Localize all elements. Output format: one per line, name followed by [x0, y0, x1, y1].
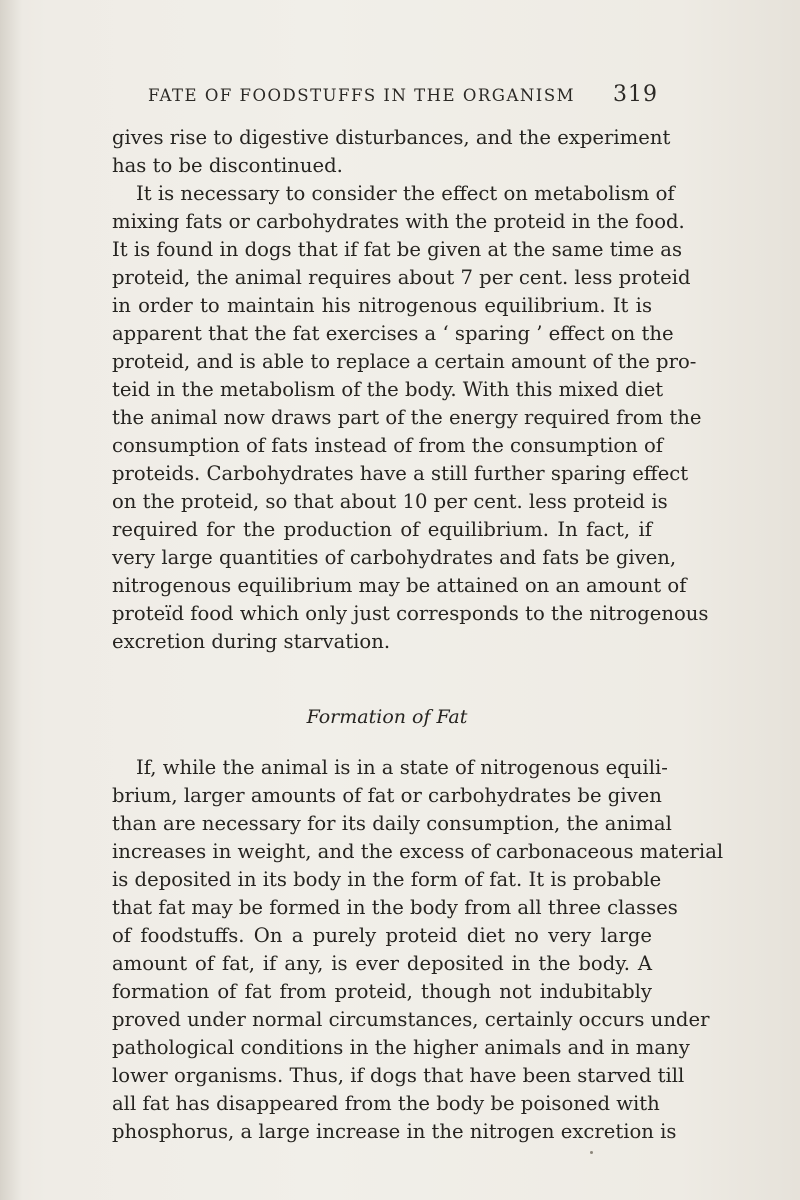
text-line: pathological conditions in the higher animals and in many — [112, 1036, 690, 1059]
text-line: of foodstuffs. On a purely proteid diet no very large — [112, 924, 652, 947]
text-line: teid in the metabolism of the body. With this mixed diet — [112, 378, 664, 401]
text-line: proteïd food which only just corresponds to the nitrogenous — [112, 602, 709, 625]
text-line: consumption of fats instead of from the consumption of — [112, 434, 664, 457]
text-line: proteid, the animal requires about 7 per cent. less proteid — [112, 266, 691, 289]
text-line: formation of fat from proteid, though not indubitably — [112, 980, 652, 1003]
text-line: proved under normal circumstances, certainly occurs under — [112, 1008, 710, 1031]
text-line: proteids. Carbohydrates have a still further sparing effect — [112, 462, 689, 485]
text-line: in order to maintain his nitrogenous equilibrium. It is — [112, 294, 652, 317]
text-line: amount of fat, if any, is ever deposited in the body. A — [112, 952, 652, 975]
text-line: phosphorus, a large increase in the nitrogen excretion is — [112, 1120, 677, 1143]
text-line: mixing fats or carbohydrates with the proteid in the food. — [112, 210, 685, 233]
text-line: apparent that the fat exercises a ‘ sparing ’ effect on the — [112, 322, 674, 345]
text-line: nitrogenous equilibrium may be attained on an amount of — [112, 574, 687, 597]
running-head — [148, 82, 658, 112]
page-body — [112, 124, 724, 1146]
text-line: It is found in dogs that if fat be given at the same time as — [112, 238, 682, 261]
text-line: very large quantities of carbohydrates and fats be given, — [112, 546, 677, 569]
text-line: increases in weight, and the excess of carbonaceous material — [112, 840, 724, 863]
text-line: gives rise to digestive disturbances, and the experiment — [112, 126, 671, 149]
text-line: is deposited in its body in the form of fat. It is probable — [112, 868, 662, 891]
text-line: lower organisms. Thus, if dogs that have been starved till — [112, 1064, 685, 1087]
text-line: all fat has disappeared from the body be poisoned with — [112, 1092, 660, 1115]
paper-speck — [590, 1151, 593, 1154]
page-number: 319 — [613, 82, 658, 107]
text-line: required for the production of equilibrium. In fact, if — [112, 518, 652, 541]
text-line: than are necessary for its daily consumption, the animal — [112, 812, 672, 835]
text-line: It is necessary to consider the effect on metabolism of — [136, 182, 675, 205]
text-line: that fat may be formed in the body from all three classes — [112, 896, 678, 919]
text-line: brium, larger amounts of fat or carbohydrates be given — [112, 784, 662, 807]
text-line: on the proteid, so that about 10 per cent. less proteid is — [112, 490, 668, 513]
text-line: proteid, and is able to replace a certain amount of the pro- — [112, 350, 697, 373]
text-line: the animal now draws part of the energy required from the — [112, 406, 702, 429]
section-heading: Formation of Fat — [306, 706, 468, 728]
running-title: FATE OF FOODSTUFFS IN THE ORGANISM — [148, 86, 576, 105]
text-line: If, while the animal is in a state of nitrogenous equili- — [136, 756, 668, 779]
text-line: excretion during starvation. — [112, 630, 391, 653]
text-line: has to be discontinued. — [112, 154, 343, 177]
